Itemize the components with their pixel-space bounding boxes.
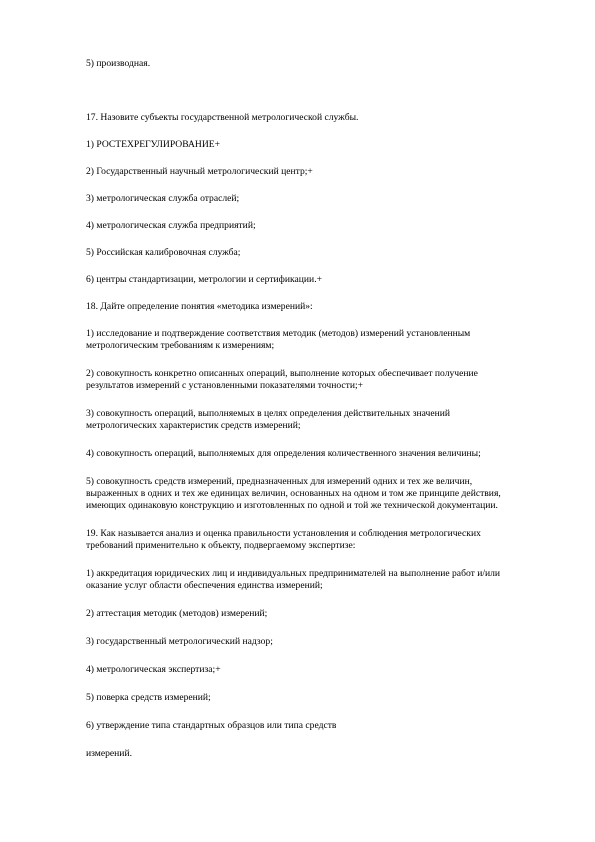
question-18: 18. Дайте определение понятия «методика измерений»: [86, 301, 313, 312]
q18-option-4-line-1: 4) совокупность операций, выполняемых для определения количественного значения величины; [86, 448, 481, 459]
q18-option-5-line-1: 5) совокупность средств измерений, предназначенных для измерений одних и тех же величин, [86, 476, 473, 487]
q18-option-5-line-2: выраженных в одних и тех же единицах величин, основанных на одном и том же принципе действия, [86, 488, 501, 499]
q19-option-6: 6) утверждение типа стандартных образцов или типа средств [86, 720, 337, 731]
text-line: 5) производная. [86, 58, 151, 69]
question-17: 17. Назовите субъекты государственной метрологической службы. [86, 112, 359, 123]
q19-option-5: 5) поверка средств измерений; [86, 692, 211, 703]
q19-option-1-line-2: оказание услуг области обеспечения единства измерений; [86, 580, 323, 591]
q19-option-6-tail: измерений. [86, 748, 132, 759]
q17-option-2: 2) Государственный научный метрологический центр;+ [86, 166, 313, 177]
q18-option-3-line-2: метрологических характеристик средств измерений; [86, 420, 301, 431]
q18-option-1-line-2: метрологическим требованиям к измерениям; [86, 340, 275, 351]
q17-option-6: 6) центры стандартизации, метрологии и сертификации.+ [86, 274, 323, 285]
q18-option-1-line-1: 1) исследование и подтверждение соответствия методик (методов) измерений установленным [86, 328, 471, 339]
q17-option-1: 1) РОСТЕХРЕГУЛИРОВАНИЕ+ [86, 139, 221, 150]
q19-option-3: 3) государственный метрологический надзор; [86, 636, 273, 647]
question-19-line-2: требований применительно к объекту, подвергаемому экспертизе: [86, 540, 356, 551]
q19-option-2: 2) аттестация методик (методов) измерений; [86, 608, 268, 619]
question-19-line-1: 19. Как называется анализ и оценка правильности установления и соблюдения метрологических [86, 528, 481, 539]
q17-option-4: 4) метрологическая служба предприятий; [86, 220, 256, 231]
q17-option-5: 5) Российская калибровочная служба; [86, 247, 241, 258]
q17-option-3: 3) метрологическая служба отраслей; [86, 193, 240, 204]
q18-option-2-line-1: 2) совокупность конкретно описанных операций, выполнение которых обеспечивает получение [86, 368, 478, 379]
q19-option-4: 4) метрологическая экспертиза;+ [86, 664, 221, 675]
q19-option-1-line-1: 1) аккредитация юридических лиц и индивидуальных предпринимателей на выполнение работ и/или [86, 568, 501, 579]
q18-option-5-line-3: имеющих одинаковую конструкцию и изготовленных по одной и той же технической документации. [86, 500, 498, 511]
q18-option-2-line-2: результатов измерений с установленными показателями точности;+ [86, 380, 364, 391]
q18-option-3-line-1: 3) совокупность операций, выполняемых в целях определения действительных значений [86, 408, 450, 419]
